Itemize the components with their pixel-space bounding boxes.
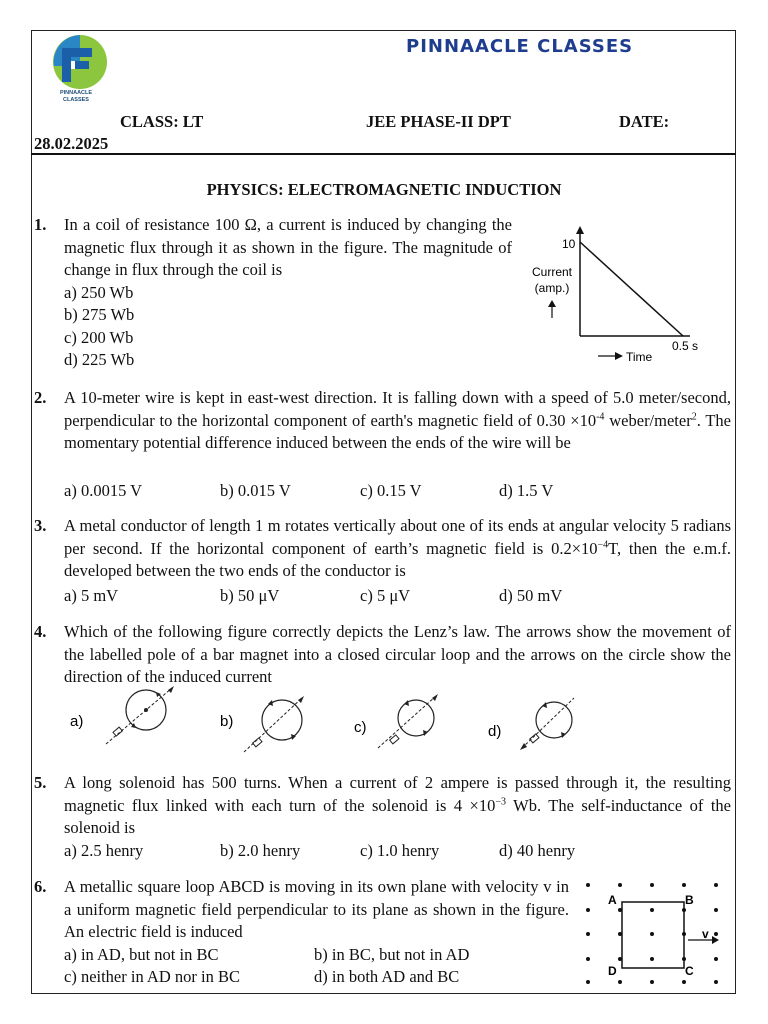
label-c: C: [685, 964, 694, 978]
field-dot: [682, 980, 686, 984]
field-dot: [586, 957, 590, 961]
question-text: A metal conductor of length 1 m rotates vertically about one of its ends at angular velocity 5 radians per second. If the horizontal component of earth’s magnetic field is $0.2\times 10^{-4}T$, then the e.m.f. developed between the two ends of the conductor is: [64, 516, 731, 580]
y-axis-arrow: [576, 226, 584, 234]
y-tick: 10: [562, 237, 576, 251]
figure-b: [220, 696, 304, 752]
option-a: a) 250 Wb: [64, 283, 134, 302]
question-text: Which of the following figure correctly depicts the Lenz’s law. The arrows show the movement of the labelled pole of a bar magnet into a closed circular loop and the arrows on the circle show the direction of the induced current: [64, 622, 731, 686]
header-divider: [31, 153, 736, 155]
option-c: c) neither in AD nor in BC: [64, 967, 240, 986]
field-dot: [650, 883, 654, 887]
x-tick: 0.5 s: [672, 339, 699, 353]
option-d: d) 40 henry: [499, 841, 576, 860]
question-text: A long solenoid has 500 turns. When a current of 2 ampere is passed through it, the resulting magnetic flux linked with each turn of the solenoid is $4 \times 10^{-3}$ Wb. The self-inductance of the solenoid is: [64, 773, 732, 837]
field-dot: [714, 932, 718, 936]
option-c: c) 1.0 henry: [360, 841, 440, 860]
field-dot: [714, 957, 718, 961]
figure-d: [488, 698, 574, 750]
field-dot: [650, 980, 654, 984]
current-line: [580, 242, 683, 336]
question-number: 4.: [34, 622, 47, 641]
brand-title: PINNAACLE CLASSES: [406, 36, 634, 57]
field-dot: [714, 980, 718, 984]
right-arrow-head: [615, 352, 623, 360]
question-text: In a coil of resistance 100 Ω, a current is induced by changing the magnetic flux through it as shown in the figure. The magnitude of change in flux through the coil is: [64, 215, 512, 279]
question-number: 3.: [34, 516, 47, 535]
velocity-label: v: [702, 927, 709, 941]
field-dot: [586, 908, 590, 912]
figure-a: [70, 686, 174, 744]
field-dot: [586, 980, 590, 984]
lenz-figures: [64, 686, 624, 756]
option-d-label: d): [488, 723, 502, 740]
option-d: d) 1.5 V: [499, 481, 554, 500]
question-text: A 10-meter wire is kept in east-west direction. It is falling down with a speed of 5.0 meter/second, perpendicular to the horizontal component of earth's magnetic field of $0.30 \times 10^{-4}$ weber/meter$^2$. The momentary potential difference induced between the ends of the wire will be: [64, 388, 731, 452]
question-number: 5.: [34, 773, 47, 792]
option-b: b) 2.0 henry: [220, 841, 301, 860]
field-dot: [714, 908, 718, 912]
option-d: d) 225 Wb: [64, 350, 135, 369]
magnetic-field-dots: [586, 883, 718, 984]
field-dot: [586, 932, 590, 936]
option-c: c) 0.15 V: [360, 481, 422, 500]
field-dot: [650, 957, 654, 961]
option-b: b) 275 Wb: [64, 305, 135, 324]
field-dot: [650, 932, 654, 936]
x-label: Time: [626, 350, 653, 364]
option-a: a) 2.5 henry: [64, 841, 144, 860]
question-text: A metallic square loop ABCD is moving in its own plane with velocity v in a uniform magnetic field perpendicular to its plane as shown in the figure. An electric field is induced: [64, 877, 569, 941]
date-value: 28.02.2025: [34, 134, 109, 153]
option-d: d) in both AD and BC: [314, 967, 460, 986]
option-b: b) 50 μV: [220, 586, 280, 605]
option-b: b) 0.015 V: [220, 481, 291, 500]
field-dot: [682, 883, 686, 887]
square-loop-figure: [578, 874, 728, 992]
option-a: a) 5 mV: [64, 586, 119, 605]
field-dot: [650, 908, 654, 912]
label-a: A: [608, 893, 617, 907]
option-c-label: c): [354, 719, 367, 736]
up-arrow-head: [548, 300, 556, 307]
logo-caption: PINNAACLE CLASSES: [59, 90, 93, 103]
question-number: 6.: [34, 877, 47, 896]
question-number: 2.: [34, 388, 47, 407]
field-dot: [714, 883, 718, 887]
class-label: CLASS: LT: [120, 112, 204, 131]
option-c: c) 200 Wb: [64, 328, 134, 347]
field-dot: [618, 980, 622, 984]
label-d: D: [608, 964, 617, 978]
label-b: B: [685, 893, 694, 907]
option-a-label: a): [70, 713, 84, 730]
option-a: a) in AD, but not in BC: [64, 945, 219, 964]
field-dot: [586, 883, 590, 887]
option-b: b) in BC, but not in AD: [314, 945, 470, 964]
option-b-label: b): [220, 713, 234, 730]
option-d: d) 50 mV: [499, 586, 563, 605]
current-time-graph: [520, 222, 720, 370]
test-label: JEE PHASE-II DPT: [366, 112, 511, 131]
velocity-arrow-head: [712, 936, 719, 944]
question-number: 1.: [34, 215, 47, 234]
figure-c: [354, 694, 438, 748]
y-label-1: Current: [531, 265, 573, 279]
subject-title: PHYSICS: ELECTROMAGNETIC INDUCTION: [206, 180, 562, 199]
option-a: a) 0.0015 V: [64, 481, 143, 500]
option-c: c) 5 μV: [360, 586, 411, 605]
date-label: DATE:: [619, 112, 670, 131]
field-dot: [618, 883, 622, 887]
y-label-2: (amp.): [534, 281, 570, 295]
